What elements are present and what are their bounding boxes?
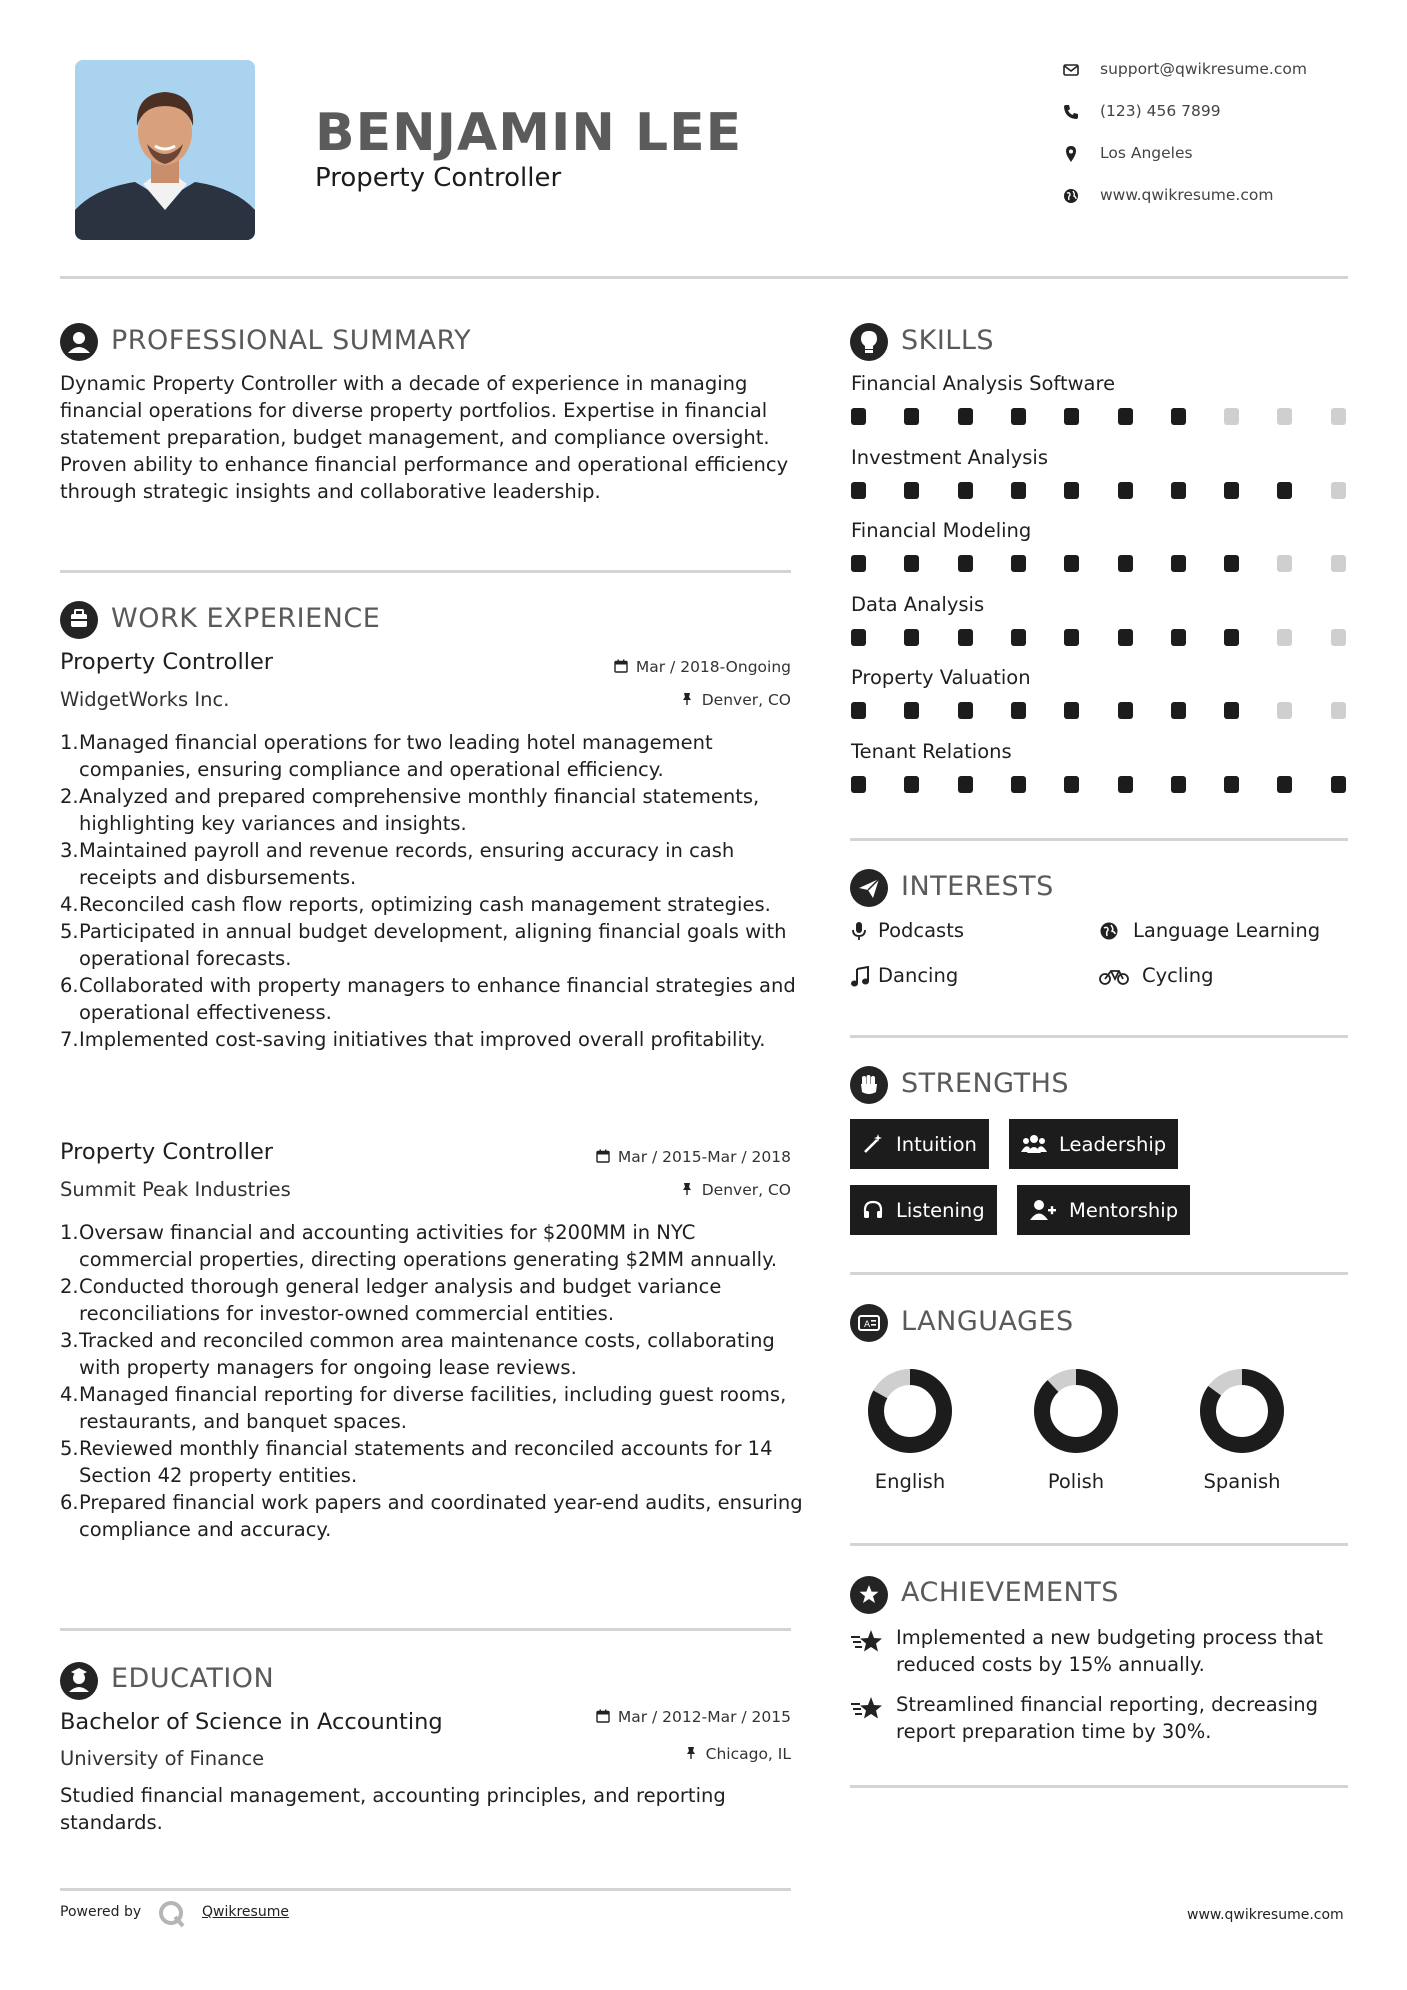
skill-level-dot	[851, 408, 866, 425]
language-ring	[1034, 1369, 1118, 1457]
skill-level-dot	[1011, 482, 1026, 499]
list-item: Implemented cost-saving initiatives that improved overall profitability.	[79, 1028, 766, 1051]
skill-level-dot	[851, 702, 866, 719]
achievements-heading: ACHIEVEMENTS	[901, 1577, 1119, 1608]
job-location-text: Denver, CO	[701, 1181, 791, 1199]
pushpin-icon	[684, 1746, 698, 1760]
skill-level-dot	[1118, 702, 1133, 719]
microphone-icon	[850, 921, 868, 943]
summary-divider	[60, 570, 791, 573]
skill-level-dot	[904, 482, 919, 499]
calendar-icon	[614, 659, 628, 673]
strength-label: Intuition	[896, 1132, 977, 1156]
skill-name: Data Analysis	[851, 592, 985, 616]
skill-level-dot	[1171, 408, 1186, 425]
header-divider	[60, 276, 1348, 279]
skill-name: Property Valuation	[851, 666, 1031, 689]
skill-level-dot	[1277, 776, 1292, 793]
email-text: support@qwikresume.com	[1100, 60, 1307, 78]
list-item: Maintained payroll and revenue records, ensuring accuracy in cash receipts and disbursements.	[79, 839, 735, 889]
interest-item	[1099, 919, 1349, 947]
user-circle-icon	[60, 323, 98, 361]
pushpin-icon	[680, 1182, 694, 1196]
education-heading: EDUCATION	[111, 1663, 275, 1694]
skill-level-dot	[1331, 482, 1346, 499]
skill-level-dot	[958, 702, 973, 719]
summary-text: Dynamic Property Controller with a decade of experience in managing financial operations for diverse property portfolios. Expertise in financial statement preparation, budget management, and compliance oversight. Proven ability to enhance financial performance and operational efficiency through strategic insights and collaborative leadership.	[60, 372, 789, 503]
calendar-icon	[596, 1149, 610, 1163]
list-item: Managed financial operations for two leading hotel management companies, ensuring compliance and operational efficiency.	[79, 731, 713, 781]
skill-level-dot	[958, 776, 973, 793]
skill-level-dot	[1331, 629, 1346, 646]
star-badge-icon	[850, 1576, 888, 1614]
skill-level-dot	[851, 482, 866, 499]
skill-level-dot	[1331, 555, 1346, 572]
skills-divider	[850, 838, 1348, 841]
job-location-text: Denver, CO	[701, 691, 791, 709]
footer-website[interactable]: www.qwikresume.com	[1187, 1907, 1344, 1923]
strength-tag	[1009, 1119, 1178, 1169]
strength-tag	[850, 1185, 997, 1235]
magic-wand-icon	[862, 1133, 884, 1155]
headphones-icon	[862, 1199, 884, 1221]
achievement-star-icon	[850, 1628, 884, 1656]
education-dates-text: Mar / 2012-Mar / 2015	[617, 1708, 791, 1726]
skill-level-dot	[904, 629, 919, 646]
work-heading: WORK EXPERIENCE	[111, 603, 381, 634]
skill-level-dot	[904, 702, 919, 719]
calendar-icon	[596, 1709, 610, 1723]
list-item: Oversaw financial and accounting activities for $200MM in NYC commercial properties, directing operations generating $2MM annually.	[79, 1221, 778, 1271]
skill-level-dot	[904, 555, 919, 572]
skill-level-dot	[1011, 776, 1026, 793]
candidate-role: Property Controller	[315, 163, 562, 193]
job-dates	[541, 1148, 791, 1166]
skill-level-dot	[1118, 408, 1133, 425]
list-item: Tracked and reconciled common area maintenance costs, collaborating with property managers for ongoing lease reviews.	[79, 1329, 775, 1379]
skill-level-dot	[851, 555, 866, 572]
job-company: Summit Peak Industries	[60, 1178, 291, 1201]
skill-level-dot	[1224, 482, 1239, 499]
skill-level-dot	[1224, 776, 1239, 793]
skill-name: Financial Analysis Software	[851, 372, 1116, 395]
work-divider	[60, 1628, 791, 1631]
job-location	[541, 1181, 791, 1199]
degree-title: Bachelor of Science in Accounting	[60, 1709, 443, 1735]
skill-name: Investment Analysis	[851, 445, 1048, 469]
skill-level-dot	[1118, 629, 1133, 646]
skill-level-dot	[1011, 555, 1026, 572]
candidate-name: BENJAMIN LEE	[315, 103, 743, 163]
skill-level-dot	[1011, 408, 1026, 425]
job-company: WidgetWorks Inc.	[60, 688, 230, 711]
skill-level-dot	[1064, 482, 1079, 499]
strength-tag	[850, 1119, 989, 1169]
skill-level-dot	[1171, 555, 1186, 572]
job-dates-text: Mar / 2015-Mar / 2018	[617, 1148, 791, 1166]
skill-level-dot	[1118, 482, 1133, 499]
skill-level-dot	[958, 408, 973, 425]
skills-heading: SKILLS	[901, 325, 995, 356]
skill-level-dot	[1171, 702, 1186, 719]
job-duties-list	[60, 729, 814, 1053]
strength-label: Leadership	[1059, 1132, 1167, 1156]
job-location	[541, 691, 791, 709]
job-dates-text: Mar / 2018-Ongoing	[635, 658, 791, 676]
pushpin-icon	[680, 692, 694, 706]
strength-label: Listening	[896, 1198, 985, 1222]
strengths-heading: STRENGTHS	[901, 1068, 1070, 1099]
skill-level-dot	[1118, 555, 1133, 572]
interests-heading: INTERESTS	[901, 871, 1054, 902]
skill-level-dot	[1171, 776, 1186, 793]
interest-label: Dancing	[878, 964, 959, 987]
graduate-icon	[60, 1662, 98, 1700]
skill-level-dot	[1064, 555, 1079, 572]
skill-level-dot	[958, 555, 973, 572]
skill-level-dot	[1277, 702, 1292, 719]
svg-text:A: A	[864, 1320, 871, 1330]
interest-item	[1099, 964, 1349, 992]
list-item: Analyzed and prepared comprehensive monthly financial statements, highlighting key variances and insights.	[79, 785, 760, 835]
interests-divider	[850, 1035, 1348, 1038]
envelope-icon	[1062, 61, 1080, 79]
education-location	[541, 1745, 791, 1763]
skill-level-dot	[1277, 629, 1292, 646]
globe-icon	[1099, 921, 1119, 941]
job-title: Property Controller	[60, 649, 274, 675]
skill-level-dot	[958, 482, 973, 499]
skill-level-dot	[1064, 702, 1079, 719]
skill-level-dot	[1224, 408, 1239, 425]
interest-item	[850, 919, 1070, 947]
skill-level-dot	[1064, 408, 1079, 425]
education-dates	[541, 1708, 791, 1726]
strength-label: Mentorship	[1069, 1198, 1179, 1222]
skill-level-dot	[1011, 629, 1026, 646]
job-duties-list	[60, 1219, 814, 1543]
interest-label: Language Learning	[1133, 919, 1321, 942]
skill-level-dot	[1171, 629, 1186, 646]
education-location-text: Chicago, IL	[705, 1745, 791, 1763]
list-item: Participated in annual budget development, aligning financial goals with operational forecasts.	[79, 920, 787, 970]
skill-level-dot	[851, 629, 866, 646]
skill-level-dot	[1277, 408, 1292, 425]
list-item: Prepared financial work papers and coordinated year-end audits, ensuring compliance and accuracy.	[79, 1491, 803, 1541]
strength-tag	[1017, 1185, 1190, 1235]
skill-level-dot	[1118, 776, 1133, 793]
language-label: Spanish	[1203, 1470, 1281, 1493]
qwikresume-link[interactable]: Qwikresume	[202, 1904, 289, 1920]
list-item: Collaborated with property managers to enhance financial strategies and operational effectiveness.	[79, 974, 796, 1024]
languages-heading: LANGUAGES	[901, 1306, 1074, 1337]
skill-level-dot	[1064, 776, 1079, 793]
bicycle-icon	[1099, 966, 1129, 986]
phone-text: (123) 456 7899	[1100, 102, 1221, 120]
skill-level-dot	[1011, 702, 1026, 719]
skill-level-dot	[1331, 408, 1346, 425]
job-title: Property Controller	[60, 1139, 274, 1165]
education-divider	[60, 1888, 791, 1891]
language-label: Polish	[1047, 1470, 1105, 1493]
language-label: English	[874, 1470, 946, 1493]
list-item: Managed financial reporting for diverse facilities, including guest rooms, restaurants, and banquet spaces.	[79, 1383, 787, 1433]
profile-photo	[75, 60, 255, 240]
skill-level-dot	[904, 408, 919, 425]
paper-plane-icon	[850, 869, 888, 907]
list-item: Reviewed monthly financial statements and reconciled accounts for 14 Section 42 property entities.	[79, 1437, 773, 1487]
briefcase-icon	[60, 601, 98, 639]
skill-level-dot	[904, 776, 919, 793]
interest-label: Podcasts	[878, 919, 965, 942]
school-name: University of Finance	[60, 1747, 265, 1770]
user-plus-icon	[1029, 1199, 1057, 1221]
language-icon	[850, 1304, 888, 1342]
phone-icon	[1062, 103, 1080, 121]
strengths-divider	[850, 1272, 1348, 1275]
map-marker-icon	[1062, 145, 1080, 163]
fist-icon	[850, 1066, 888, 1104]
skill-name: Financial Modeling	[851, 519, 1032, 542]
person-photo-illustration	[75, 60, 255, 240]
website-text: www.qwikresume.com	[1100, 186, 1274, 204]
skill-level-dot	[1331, 702, 1346, 719]
users-icon	[1021, 1133, 1047, 1155]
language-ring	[1200, 1369, 1284, 1457]
interest-item	[850, 964, 1070, 992]
skill-level-dot	[1224, 555, 1239, 572]
skill-level-dot	[1224, 629, 1239, 646]
job-dates	[541, 658, 791, 676]
lightbulb-icon	[850, 323, 888, 361]
qwikresume-logo-icon	[157, 1899, 187, 1929]
summary-heading: PROFESSIONAL SUMMARY	[111, 325, 472, 356]
skill-level-dot	[1331, 776, 1346, 793]
list-item: Conducted thorough general ledger analysis and budget variance reconciliations for investor-owned commercial entities.	[79, 1275, 722, 1325]
skill-level-dot	[1277, 482, 1292, 499]
music-icon	[850, 966, 870, 988]
achievement-star-icon	[850, 1695, 884, 1723]
skill-name: Tenant Relations	[851, 739, 1012, 763]
languages-divider	[850, 1543, 1348, 1546]
location-text: Los Angeles	[1100, 144, 1193, 162]
list-item: Reconciled cash flow reports, optimizing cash management strategies.	[79, 893, 771, 916]
achievements-divider	[850, 1785, 1348, 1788]
skill-level-dot	[958, 629, 973, 646]
skill-level-dot	[1224, 702, 1239, 719]
globe-icon	[1062, 187, 1080, 205]
interest-label: Cycling	[1142, 964, 1214, 987]
education-description: Studied financial management, accounting principles, and reporting standards.	[60, 1784, 726, 1834]
achievement-text: Streamlined financial reporting, decreasing report preparation time by 30%.	[896, 1693, 1319, 1743]
language-ring	[868, 1369, 952, 1457]
skill-level-dot	[1171, 482, 1186, 499]
language-ring-fill	[1042, 1377, 1110, 1445]
achievement-text: Implemented a new budgeting process that reduced costs by 15% annually.	[896, 1626, 1323, 1676]
skill-level-dot	[1277, 555, 1292, 572]
skill-level-dot	[1064, 629, 1079, 646]
powered-by-label: Powered by	[60, 1904, 142, 1920]
skill-level-dot	[851, 776, 866, 793]
